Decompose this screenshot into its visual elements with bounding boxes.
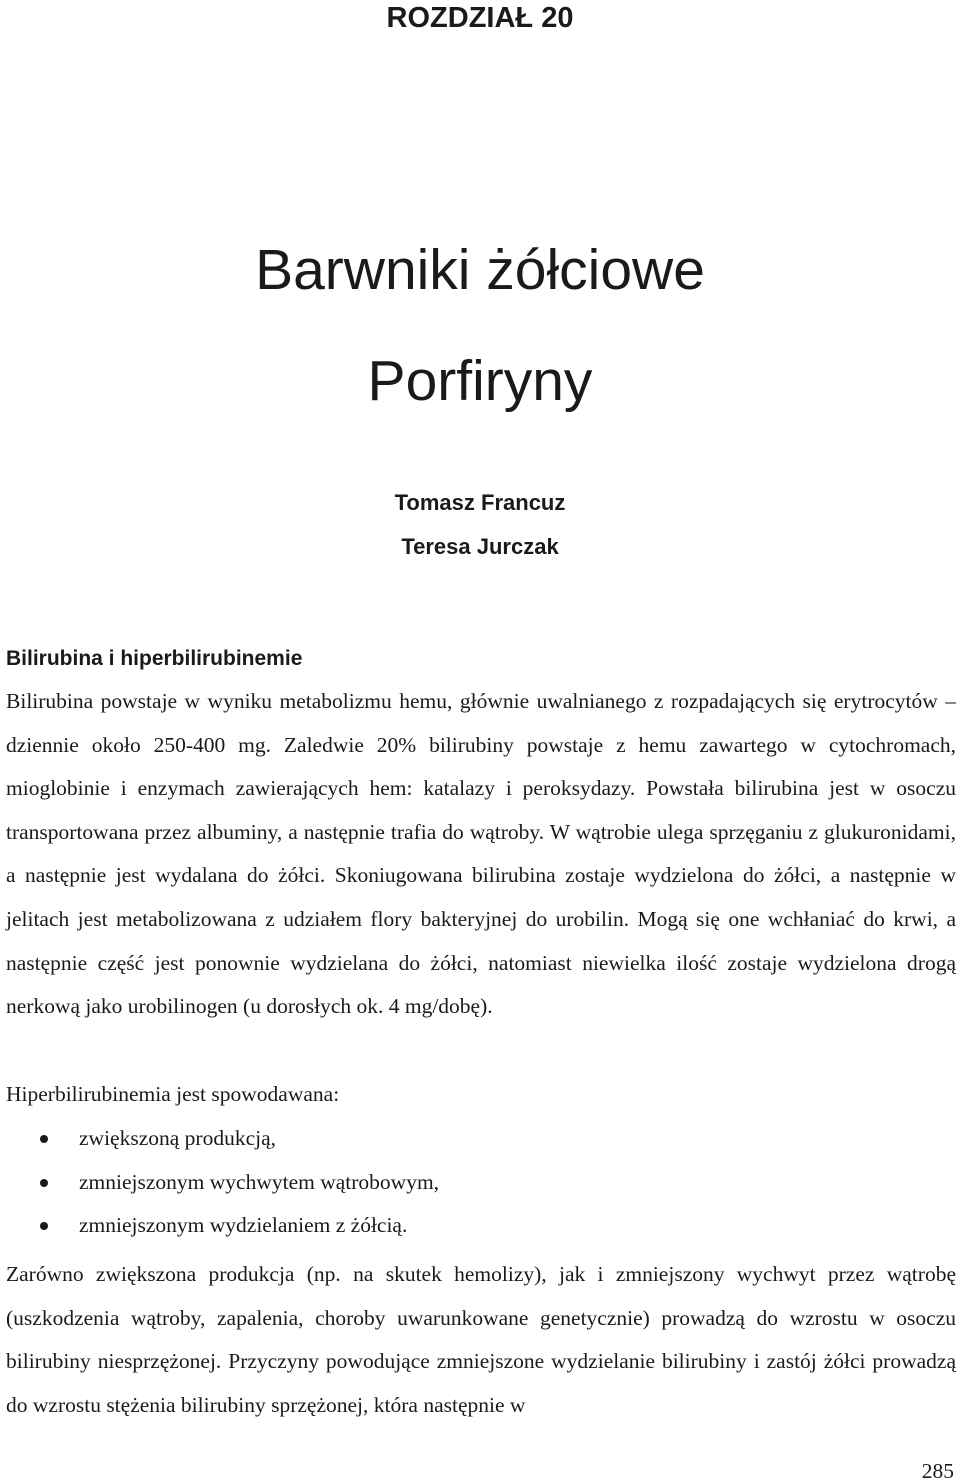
list-item-text: zmniejszonym wydzielaniem z żółcią.: [79, 1213, 408, 1238]
page-number: 285: [921, 1459, 954, 1483]
paragraph-3: Zarówno zwiększona produkcja (np. na skutek hemolizy), jak i zmniejszony wychwyt przez wątrobę (uszkodzenia wątroby, zapalenia, choroby uwarunkowane genetycznie) prowadzą do wzrostu w osoczu bilirubiny niesprzężonej. Przyczyny powodujące zmniejszone wydzielanie bilirubiny i zastój żółci prowadzą do wzrostu stężenia bilirubiny sprzężonej, która następnie w: [6, 1262, 956, 1417]
title-line-2: Porfiryny: [367, 349, 593, 413]
title-line-1: Barwniki żółciowe: [255, 238, 705, 302]
paragraph-2: Hiperbilirubinemia jest spowodawana:: [6, 1082, 340, 1106]
chapter-label: ROZDZIAŁ 20: [386, 2, 574, 34]
bullet-icon: [40, 1222, 48, 1230]
list-item-text: zwiększoną produkcją,: [79, 1126, 277, 1150]
bullet-list: [0, 1117, 960, 1248]
list-item-text: zmniejszonym wychwytem wątrobowym,: [79, 1169, 440, 1194]
list-item: [0, 1204, 960, 1248]
author-1: Tomasz Francuz: [394, 490, 566, 515]
bullet-icon: [40, 1135, 48, 1143]
section-heading: Bilirubina i hiperbilirubinemie: [6, 647, 303, 670]
bullet-icon: [40, 1179, 48, 1187]
list-item: [0, 1117, 960, 1161]
author-2: Teresa Jurczak: [401, 534, 559, 559]
paragraph-1: Bilirubina powstaje w wyniku metabolizmu hemu, głównie uwalnianego z rozpadających się erytrocytów – dziennie około 250-400 mg. Zaledwie 20% bilirubiny powstaje z hemu zawartego w cytochromach, mioglobinie i enzymach zawierających hem: katalazy i peroksydazy. Powstała bilirubina jest w osoczu transportowana przez albuminy, a następnie trafia do wątroby. W wątrobie ulega sprzęganiu z glukuronidami, a następnie jest wydalana do żółci. Skoniugowana bilirubina zostaje wydzielona do żółci, a następnie w jelitach jest metabolizowana z udziałem flory bakteryjnej do urobilin. Mogą się one wchłaniać do krwi, a następnie część jest ponownie wydzielana do żółci, natomiast niewielka ilość zostaje wydzielona drogą nerkową jako urobilinogen (u dorosłych ok. 4 mg/dobę).: [6, 689, 956, 1019]
list-item: [0, 1161, 960, 1205]
